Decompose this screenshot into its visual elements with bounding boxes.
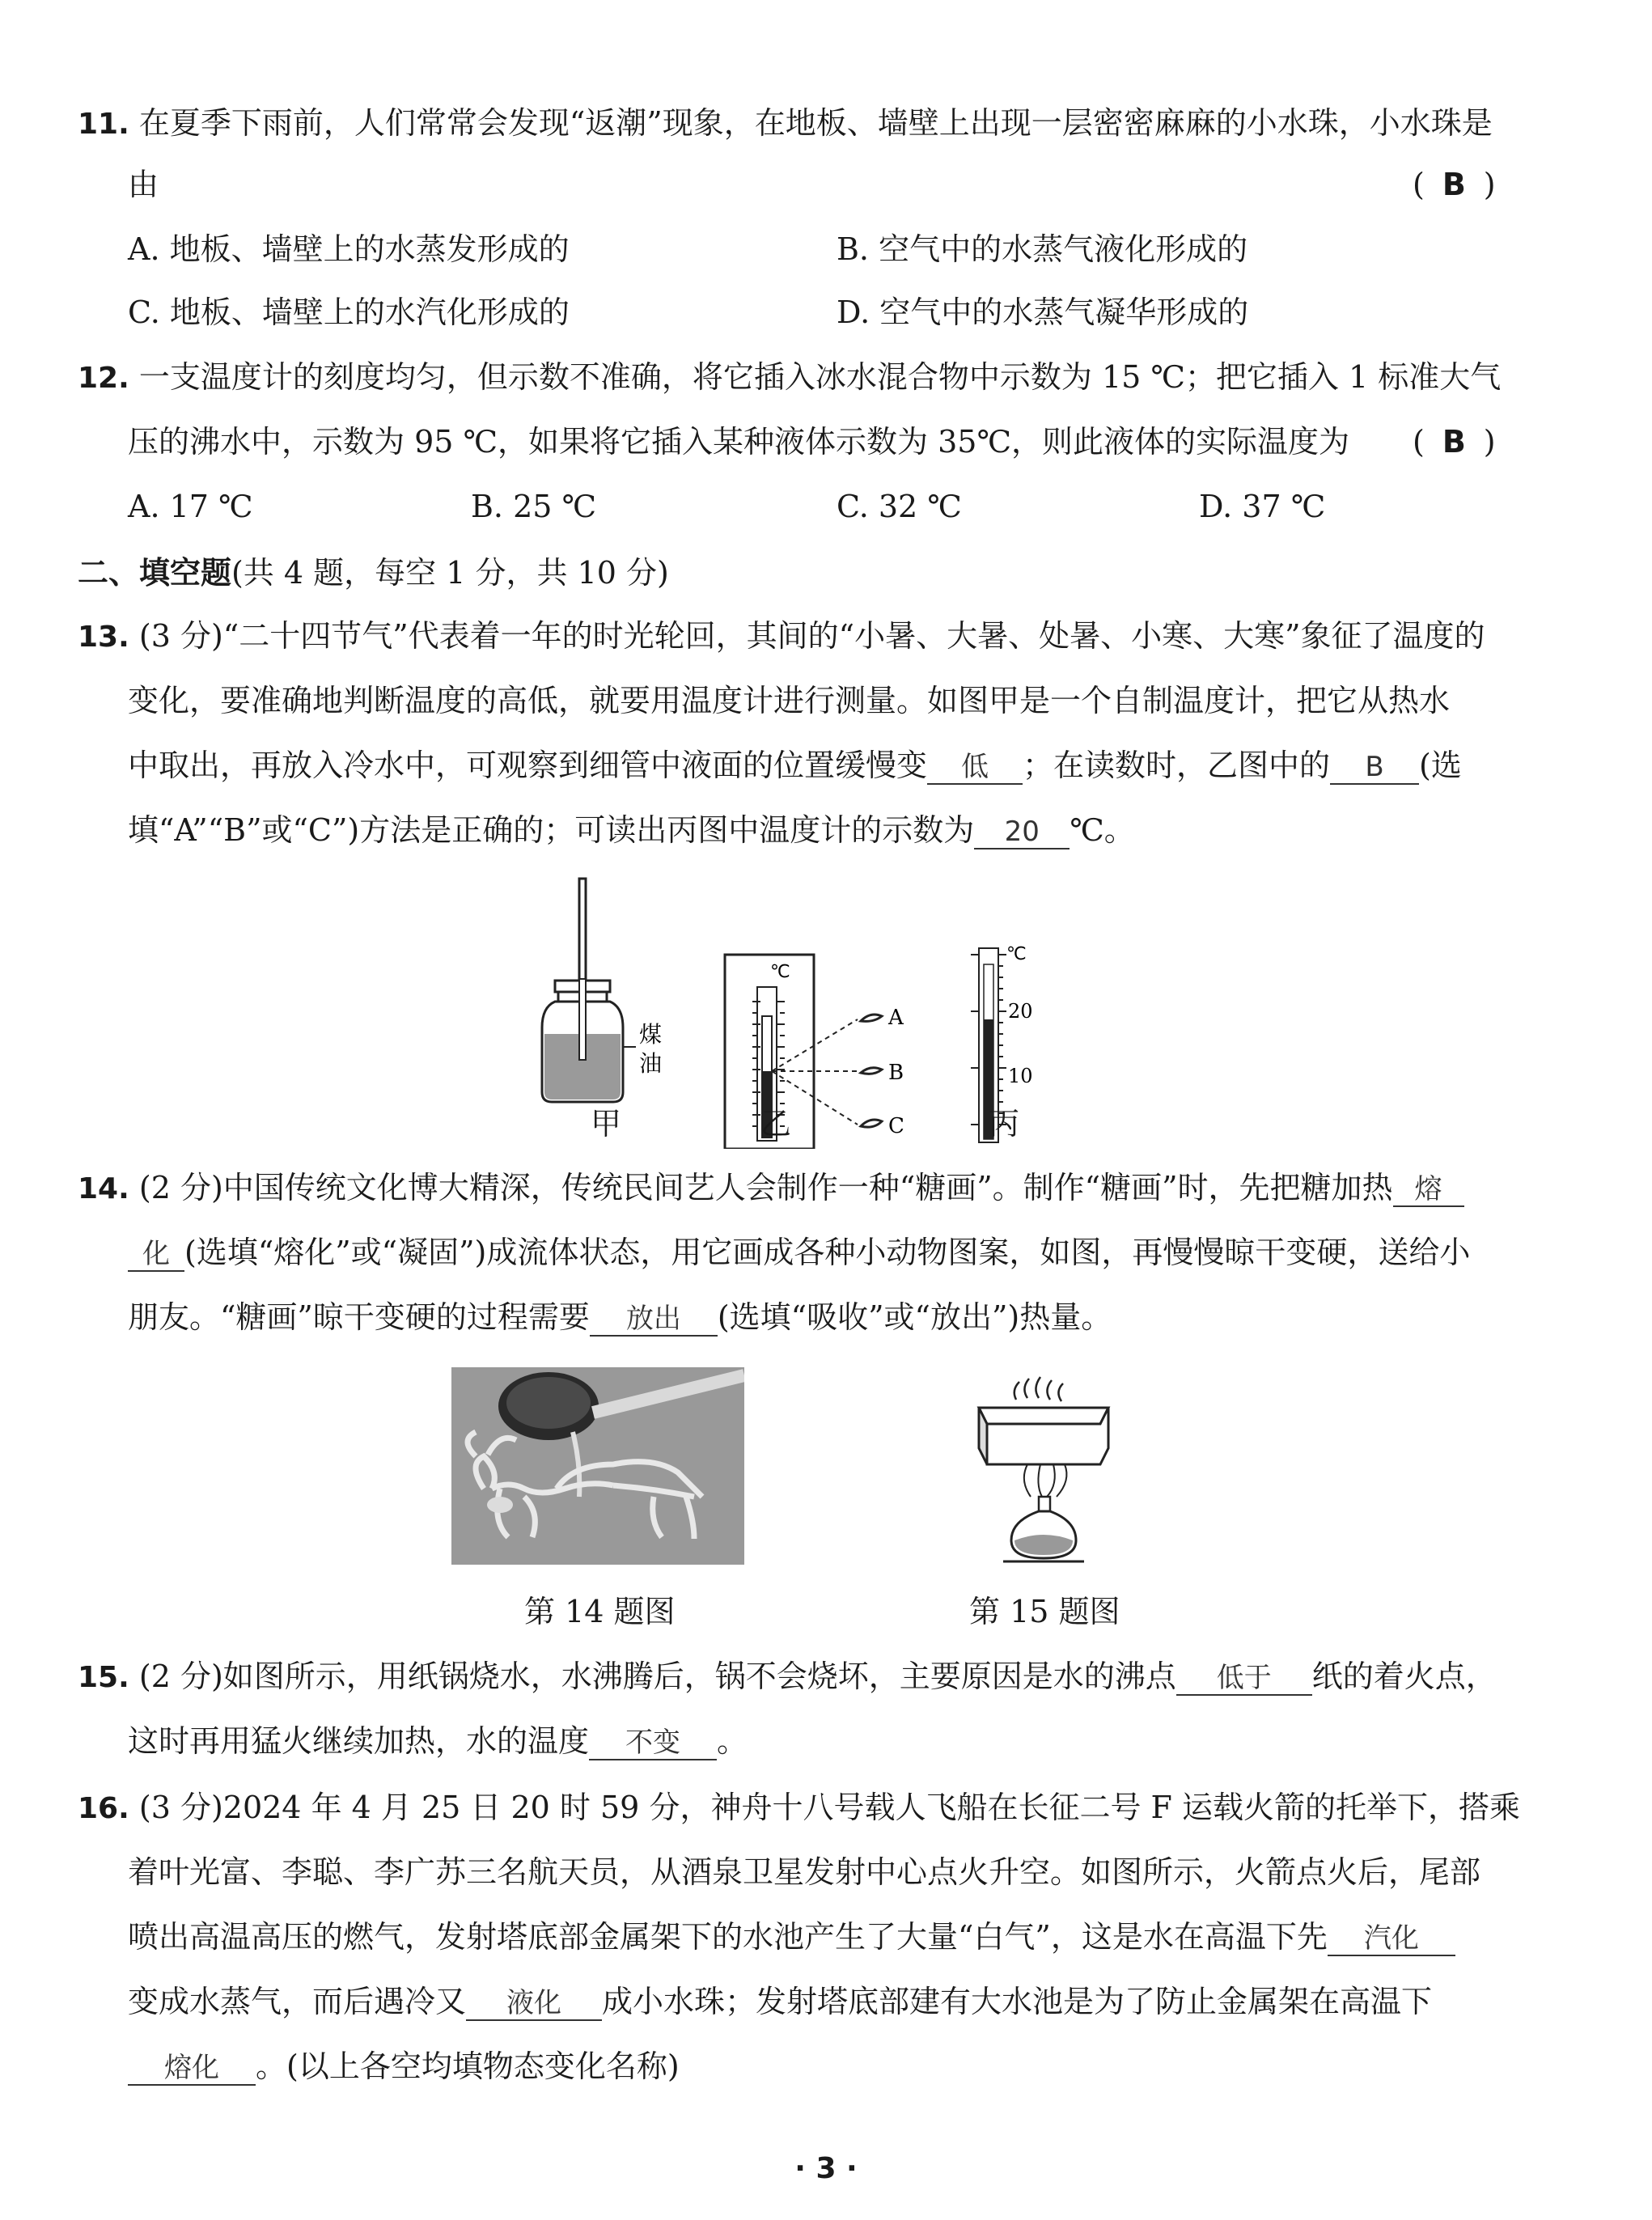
q16-text-1: (3 分)2024 年 4 月 25 日 20 时 59 分，神舟十八号载人飞船在长征二号 F 运载火箭的托举下，搭乘 <box>138 1790 1520 1825</box>
kerosene-label-2: 油 <box>639 1050 663 1077</box>
q16-line5 <box>128 2047 680 2086</box>
q15-line2 <box>128 1722 748 1760</box>
q14-number: 14. <box>78 1172 129 1205</box>
figure-label-yi: 乙 <box>760 1106 792 1142</box>
q11-option-a: A. 地板、墙壁上的水蒸发形成的 <box>128 231 570 267</box>
q14-line3 <box>128 1298 1112 1337</box>
bing-tick-20: 20 <box>1008 1000 1033 1023</box>
q14-line2 <box>128 1233 1470 1272</box>
q16-text-4b: 成小水珠；发射塔底部建有大水池是为了防止金属架在高温下 <box>602 1984 1433 2019</box>
q14-text-1: (2 分)中国传统文化博大精深，传统民间艺人会制作一种“糖画”。制作“糖画”时，先把糖加热 <box>138 1170 1393 1205</box>
q13-line3 <box>128 746 1462 785</box>
q16-text-2: 着叶光富、李聪、李广苏三名航天员，从酒泉卫星发射中心点火升空。如图所示，火箭点火后，尾部 <box>128 1854 1481 1890</box>
q11-answer-paren: ( B ) <box>1413 167 1496 202</box>
reading-thermometer-drawing <box>725 955 882 1149</box>
q12-number: 12. <box>78 362 129 395</box>
figure-label-jia: 甲 <box>591 1106 622 1142</box>
q13-blank-2: B <box>1330 751 1419 785</box>
q13-text-4a: 填“A”“B”或“C”)方法是正确的；可读出丙图中温度计的示数为 <box>128 812 975 848</box>
q14-blank-2: 放出 <box>590 1303 718 1337</box>
figure-label-bing: 丙 <box>989 1106 1020 1142</box>
q15-line1 <box>78 1657 1497 1697</box>
page-number: · 3 · <box>794 2152 858 2185</box>
q15-blank-2: 不变 <box>589 1726 717 1760</box>
yi-unit-label: ℃ <box>770 962 790 982</box>
q11-text-2: 由 <box>128 167 159 202</box>
q16-line3 <box>128 1917 1455 1956</box>
section-fill-in <box>78 553 669 592</box>
q12-line1 <box>78 358 1501 398</box>
q15-text-1a: (2 分)如图所示，用纸锅烧水，水沸腾后，锅不会烧坏，主要原因是水的沸点 <box>138 1659 1176 1694</box>
q13-blank-1: 低 <box>927 751 1023 785</box>
q14-line1 <box>78 1168 1464 1209</box>
q15-figure-caption: 第 15 题图 <box>969 1594 1120 1629</box>
q11-line1 <box>78 104 1493 144</box>
q12-option-a: A. 17 ℃ <box>128 489 253 524</box>
q12-answer-paren: ( B ) <box>1413 424 1496 460</box>
q13-text-2: 变化，要准确地判断温度的高低，就要用温度计进行测量。如图甲是一个自制温度计，把它从热水 <box>128 683 1451 718</box>
kerosene-label-1: 煤 <box>639 1021 663 1048</box>
q11-number: 11. <box>78 108 129 141</box>
reading-position-c: C <box>888 1114 904 1138</box>
paper-pot-figure <box>963 1367 1125 1570</box>
q15-text-2a: 这时再用猛火继续加热，水的温度 <box>128 1723 590 1759</box>
q12-answer: B <box>1442 424 1466 460</box>
sugar-painting-photo <box>451 1367 744 1565</box>
bing-tick-10: 10 <box>1008 1065 1033 1087</box>
q11-option-b: B. 空气中的水蒸气液化形成的 <box>837 231 1248 267</box>
q12-text-2: 压的沸水中，示数为 95 ℃，如果将它插入某种液体示数为 35℃，则此液体的实际温度为 <box>128 424 1349 460</box>
homemade-thermometer-drawing <box>542 879 636 1102</box>
q12-option-c: C. 32 ℃ <box>837 489 962 524</box>
q14-text-2: (选填“熔化”或“凝固”)成流体状态，用它画成各种小动物图案，如图，再慢慢晾干变硬，送给小 <box>184 1235 1471 1270</box>
q14-blank-1b: 化 <box>128 1238 184 1272</box>
q14-figure-caption: 第 14 题图 <box>524 1594 676 1629</box>
q16-text-5: 。(以上各空均填物态变化名称) <box>256 2048 680 2084</box>
q16-blank-2: 液化 <box>466 1987 602 2021</box>
q11-option-d: D. 空气中的水蒸气凝华形成的 <box>837 294 1249 330</box>
q13-line1 <box>78 616 1485 657</box>
q12-option-d: D. 37 ℃ <box>1199 489 1326 524</box>
q13-text-3b: ；在读数时，乙图中的 <box>1023 748 1331 783</box>
q11-option-c: C. 地板、墙壁上的水汽化形成的 <box>128 294 570 330</box>
q16-blank-3: 熔化 <box>128 2052 256 2086</box>
q11-text-1: 在夏季下雨前，人们常常会发现“返潮”现象，在地板、墙壁上出现一层密密麻麻的小水珠，小水珠是 <box>138 105 1493 141</box>
q12-text-1: 一支温度计的刻度均匀，但示数不准确，将它插入冰水混合物中示数为 15 ℃；把它插入 1 标准大气 <box>138 359 1502 395</box>
q14-blank-1a: 熔 <box>1393 1173 1464 1207</box>
q13-text-3c: (选 <box>1419 748 1462 783</box>
q16-blank-1: 汽化 <box>1328 1922 1455 1956</box>
q11-answer: B <box>1442 167 1466 202</box>
q13-line4 <box>128 811 1135 849</box>
q16-line1 <box>78 1788 1520 1828</box>
q13-text-1: (3 分)“二十四节气”代表着一年的时光轮回，其间的“小暑、大暑、处暑、小寒、大寒”象征了温度的 <box>138 618 1485 654</box>
q13-text-4b: ℃。 <box>1070 812 1135 848</box>
q15-number: 15. <box>78 1661 129 1694</box>
q16-line4 <box>128 1982 1432 2021</box>
q13-blank-3: 20 <box>974 816 1070 849</box>
q13-number: 13. <box>78 621 129 654</box>
q15-text-1b: 纸的着火点， <box>1311 1659 1497 1694</box>
section-note: (共 4 题，每空 1 分，共 10 分) <box>231 555 669 591</box>
bing-unit-label: ℃ <box>1006 944 1027 964</box>
q16-text-4a: 变成水蒸气，而后遇冷又 <box>128 1984 467 2019</box>
q14-text-3a: 朋友。“糖画”晾干变硬的过程需要 <box>128 1299 590 1335</box>
section-title: 二、填空题 <box>78 555 232 591</box>
q15-blank-1: 低于 <box>1176 1662 1312 1696</box>
reading-position-b: B <box>888 1061 904 1085</box>
reading-position-a: A <box>888 1006 904 1030</box>
q12-option-b: B. 25 ℃ <box>471 489 597 524</box>
q15-text-2b: 。 <box>717 1723 748 1759</box>
q16-text-3a: 喷出高温高压的燃气，发射塔底部金属架下的水池产生了大量“白气”，这是水在高温下先 <box>128 1919 1328 1955</box>
q16-number: 16. <box>78 1792 129 1825</box>
q13-text-3a: 中取出，再放入冷水中，可观察到细管中液面的位置缓慢变 <box>128 748 928 783</box>
q14-text-3b: (选填“吸收”或“放出”)热量。 <box>717 1299 1112 1335</box>
